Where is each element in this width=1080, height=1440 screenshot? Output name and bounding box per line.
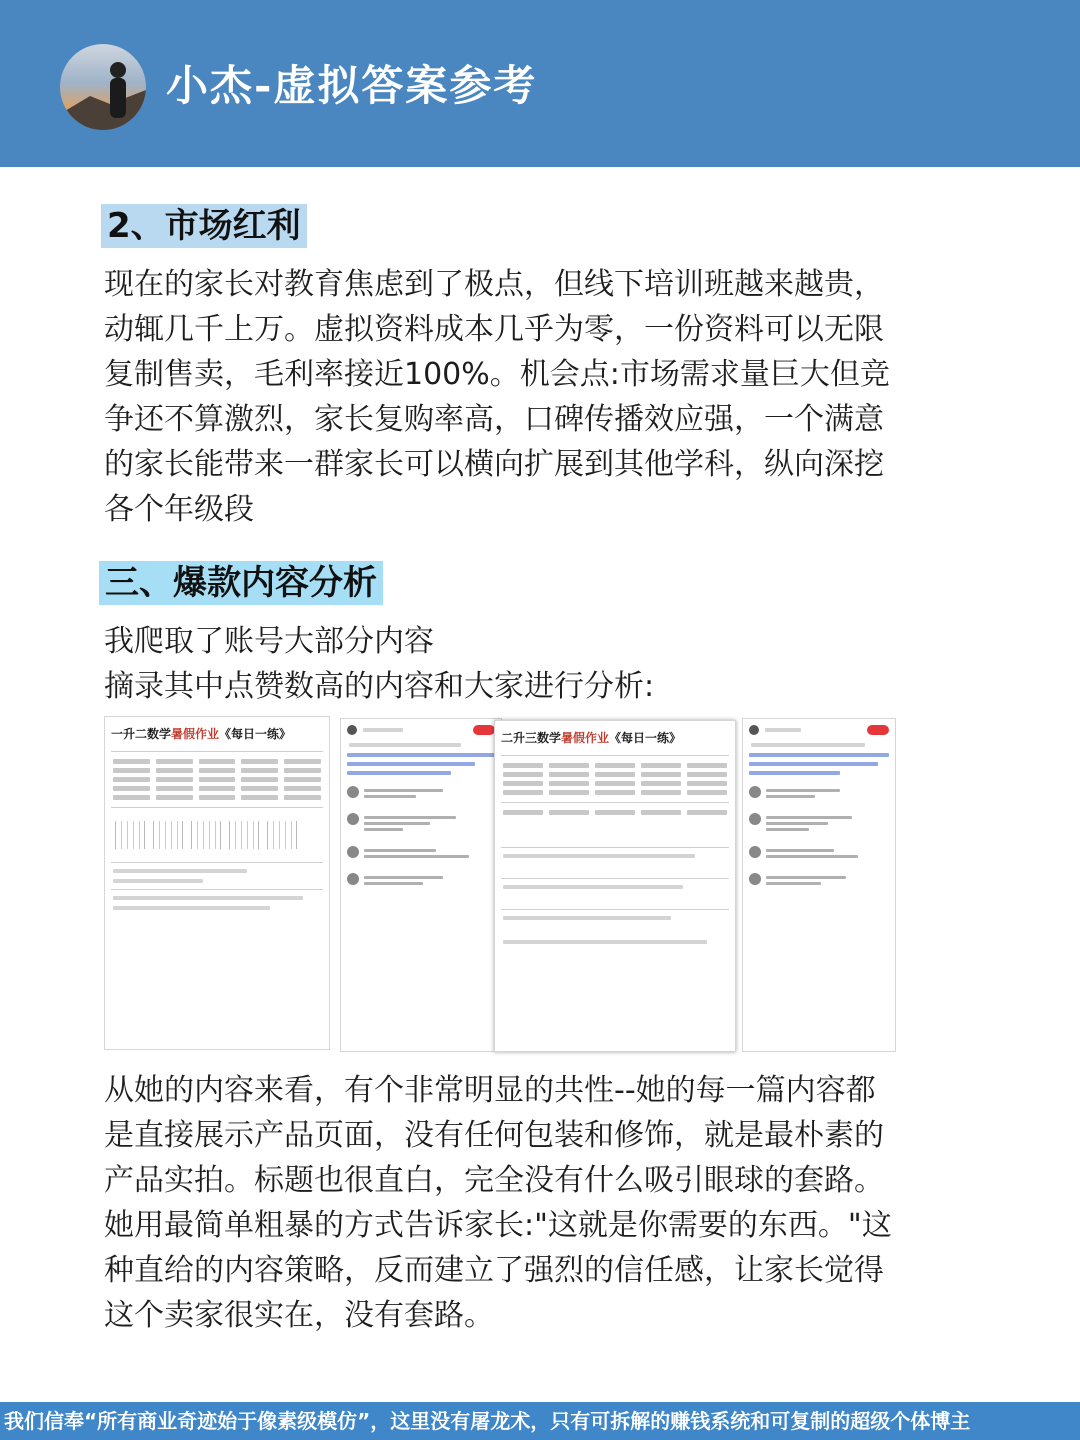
- section-heading-market: 2、市场红利: [101, 204, 307, 248]
- post-comments-image-2[interactable]: [742, 718, 896, 1052]
- screenshot-collage: [104, 716, 894, 1052]
- header-banner: [0, 0, 1080, 167]
- avatar[interactable]: [60, 44, 146, 130]
- footer-slogan: 我们信奉“所有商业奇迹始于像素级模仿”，这里没有屠龙术，只有可拆解的赚钱系统和可复制的超级个体博主: [0, 1402, 1080, 1440]
- worksheet-image-grade1-2[interactable]: [104, 716, 330, 1050]
- worksheet-title: 一升二数学暑假作业《每日一练》: [111, 727, 292, 741]
- intro-text: [104, 619, 904, 709]
- post-comments-image-1[interactable]: [340, 718, 502, 1052]
- analysis-paragraph: 从她的内容来看，有个非常明显的共性--她的每一篇内容都是直接展示产品页面，没有任何包装和修饰，就是最朴素的产品实拍。标题也很直白，完全没有什么吸引眼球的套路。她用最简单粗暴的方式告诉家长:"这就是你需要的东西。"这种直给的内容策略，反而建立了强烈的信任感，让家长觉得这个卖家很实在，没有套路。: [104, 1073, 892, 1333]
- worksheet-image-grade2-3[interactable]: [494, 720, 736, 1052]
- intro-line-2: 摘录其中点赞数高的内容和大家进行分析:: [104, 669, 655, 704]
- section-heading-content-analysis: 三、爆款内容分析: [99, 561, 383, 605]
- worksheet-title: 二升三数学暑假作业《每日一练》: [501, 731, 682, 745]
- market-paragraph: 现在的家长对教育焦虑到了极点，但线下培训班越来越贵，动辄几千上万。虚拟资料成本几乎为零，一份资料可以无限复制售卖，毛利率接近100%。机会点:市场需求量巨大但竞争还不算激烈，家长复购率高，口碑传播效应强，一个满意的家长能带来一群家长可以横向扩展到其他学科，纵向深挖各个年级段: [104, 267, 890, 527]
- avatar-person-icon: [60, 44, 146, 130]
- account-title: 小杰-虚拟答案参考: [166, 61, 538, 110]
- intro-line-1: 我爬取了账号大部分内容: [104, 624, 434, 659]
